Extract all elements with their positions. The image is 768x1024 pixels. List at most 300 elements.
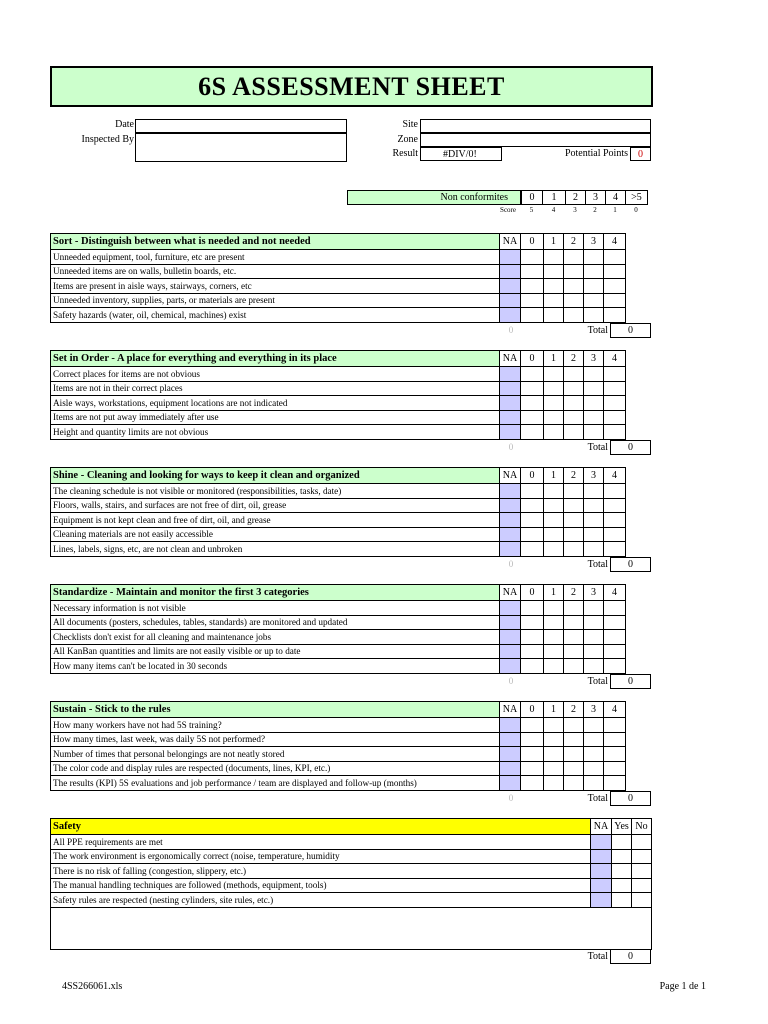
section-table <box>50 233 626 323</box>
score-cell[interactable] <box>584 396 604 411</box>
column-header: NA <box>500 351 521 367</box>
result-label: Result <box>392 148 418 159</box>
table-row <box>51 513 626 528</box>
na-checkbox-cell[interactable] <box>500 776 521 791</box>
section-title: Standardize - Maintain and monitor the first 3 categories <box>51 585 500 601</box>
legend-score-value: 2 <box>593 206 597 214</box>
legend-score-value: 5 <box>529 206 534 214</box>
criterion-text: All documents (posters, schedules, tables, standards) are monitored and updated <box>51 615 500 630</box>
column-header: 3 <box>584 585 604 601</box>
footer-page-number: Page 1 de 1 <box>659 981 706 992</box>
score-cell[interactable] <box>604 630 626 645</box>
na-checkbox-cell[interactable] <box>500 644 521 659</box>
page-title: 6S ASSESSMENT SHEET <box>50 66 653 107</box>
score-cell[interactable] <box>521 776 544 791</box>
score-cell[interactable] <box>564 644 584 659</box>
safety-criterion-text: The manual handling techniques are followed (methods, equipment, tools) <box>51 878 591 893</box>
criterion-text: Items are present in aisle ways, stairways, corners, etc <box>51 279 500 294</box>
column-header: 4 <box>604 351 626 367</box>
table-row <box>51 849 652 864</box>
score-cell[interactable] <box>584 542 604 557</box>
score-cell[interactable] <box>564 659 584 674</box>
na-checkbox-cell[interactable] <box>500 747 521 762</box>
column-header: NA <box>500 702 521 718</box>
score-cell[interactable] <box>604 410 626 425</box>
na-checkbox-cell[interactable] <box>591 864 612 879</box>
criterion-text: Lines, labels, signs, etc, are not clean and unbroken <box>51 542 500 557</box>
score-cell[interactable] <box>604 776 626 791</box>
score-cell[interactable] <box>564 718 584 733</box>
score-cell[interactable] <box>544 396 564 411</box>
criterion-text: Necessary information is not visible <box>51 601 500 616</box>
criterion-text: How many items can't be located in 30 seconds <box>51 659 500 674</box>
na-checkbox-cell[interactable] <box>591 893 612 908</box>
score-cell[interactable] <box>584 484 604 499</box>
legend-level-cell: 3 <box>585 190 606 205</box>
score-cell[interactable] <box>604 279 626 294</box>
score-cell[interactable] <box>564 615 584 630</box>
na-checkbox-cell[interactable] <box>500 308 521 323</box>
legend-level-cell: 0 <box>521 190 543 205</box>
score-cell[interactable] <box>564 279 584 294</box>
na-checkbox-cell[interactable] <box>500 396 521 411</box>
score-cell[interactable] <box>521 381 544 396</box>
criterion-text: Correct places for items are not obvious <box>51 367 500 382</box>
score-cell[interactable] <box>521 513 544 528</box>
column-header: 4 <box>604 234 626 250</box>
score-cell[interactable] <box>564 425 584 440</box>
score-cell[interactable] <box>521 659 544 674</box>
criterion-text: The results (KPI) 5S evaluations and job performance / team are displayed and follow-up (months) <box>51 776 500 791</box>
column-header: 1 <box>544 585 564 601</box>
score-cell[interactable] <box>564 410 584 425</box>
na-checkbox-cell[interactable] <box>500 425 521 440</box>
na-checkbox-cell[interactable] <box>500 279 521 294</box>
score-cell[interactable] <box>521 630 544 645</box>
column-header: 0 <box>521 468 544 484</box>
score-cell[interactable] <box>604 761 626 776</box>
score-cell[interactable] <box>544 410 564 425</box>
legend-level-cell: >5 <box>625 190 648 205</box>
column-header: 3 <box>584 468 604 484</box>
score-cell[interactable] <box>544 498 564 513</box>
date-label: Date <box>115 119 134 130</box>
site-field[interactable] <box>420 119 651 133</box>
score-cell[interactable] <box>521 732 544 747</box>
section-total: 0 <box>610 440 651 455</box>
safety-table <box>50 818 652 908</box>
score-cell[interactable] <box>544 718 564 733</box>
criterion-text: Checklists don't exist for all cleaning and maintenance jobs <box>51 630 500 645</box>
table-row <box>51 761 626 776</box>
score-cell[interactable] <box>584 425 604 440</box>
legend-score-value: 3 <box>573 206 577 214</box>
criterion-text: Aisle ways, workstations, equipment locations are not indicated <box>51 396 500 411</box>
score-cell[interactable] <box>544 601 564 616</box>
section-title: Sustain - Stick to the rules <box>51 702 500 718</box>
score-cell[interactable] <box>564 776 584 791</box>
comments-box[interactable] <box>50 907 652 950</box>
yes-no-cell[interactable] <box>612 893 632 908</box>
score-cell[interactable] <box>544 308 564 323</box>
safety-criterion-text: The work environment is ergonomically correct (noise, temperature, humidity <box>51 849 591 864</box>
yes-no-cell[interactable] <box>632 864 652 879</box>
column-header: 3 <box>584 234 604 250</box>
score-cell[interactable] <box>584 279 604 294</box>
score-cell[interactable] <box>604 396 626 411</box>
score-cell[interactable] <box>544 747 564 762</box>
section-table <box>50 584 626 674</box>
score-cell[interactable] <box>604 425 626 440</box>
score-cell[interactable] <box>544 615 564 630</box>
section-title: Sort - Distinguish between what is needed and not needed <box>51 234 500 250</box>
na-checkbox-cell[interactable] <box>500 367 521 382</box>
score-cell[interactable] <box>544 761 564 776</box>
score-cell[interactable] <box>544 293 564 308</box>
score-cell[interactable] <box>604 513 626 528</box>
na-checkbox-cell[interactable] <box>500 615 521 630</box>
column-header: 0 <box>521 702 544 718</box>
section-total: 0 <box>610 674 651 689</box>
score-cell[interactable] <box>521 484 544 499</box>
na-checkbox-cell[interactable] <box>500 601 521 616</box>
score-cell[interactable] <box>584 527 604 542</box>
score-cell[interactable] <box>604 250 626 265</box>
score-cell[interactable] <box>564 513 584 528</box>
na-checkbox-cell[interactable] <box>500 761 521 776</box>
score-cell[interactable] <box>564 630 584 645</box>
yes-no-cell[interactable] <box>612 864 632 879</box>
total-label: Total <box>587 324 608 336</box>
score-cell[interactable] <box>564 747 584 762</box>
score-cell[interactable] <box>544 425 564 440</box>
table-row <box>51 542 626 557</box>
na-checkbox-cell[interactable] <box>500 381 521 396</box>
score-cell[interactable] <box>521 644 544 659</box>
criterion-text: Floors, walls, stairs, and surfaces are not free of dirt, oil, grease <box>51 498 500 513</box>
section-title: Shine - Cleaning and looking for ways to keep it clean and organized <box>51 468 500 484</box>
safety-criterion-text: All PPE requirements are met <box>51 835 591 850</box>
potential-points-value: 0 <box>630 147 651 161</box>
criterion-text: Unneeded equipment, tool, furniture, etc are present <box>51 250 500 265</box>
na-count: 0 <box>508 675 514 686</box>
safety-title: Safety <box>51 819 591 835</box>
score-cell[interactable] <box>604 293 626 308</box>
table-row <box>51 864 652 879</box>
safety-column-header: No <box>632 819 652 835</box>
yes-no-cell[interactable] <box>632 893 652 908</box>
score-cell[interactable] <box>564 293 584 308</box>
criterion-text: Safety hazards (water, oil, chemical, machines) exist <box>51 308 500 323</box>
score-cell[interactable] <box>584 732 604 747</box>
zone-field[interactable] <box>420 133 651 147</box>
na-checkbox-cell[interactable] <box>500 484 521 499</box>
site-label: Site <box>402 119 418 130</box>
score-cell[interactable] <box>584 761 604 776</box>
score-cell[interactable] <box>564 761 584 776</box>
safety-column-header: NA <box>591 819 612 835</box>
score-cell[interactable] <box>564 250 584 265</box>
safety-column-header: Yes <box>612 819 632 835</box>
legend-level-cell: 1 <box>542 190 566 205</box>
table-row <box>51 776 626 791</box>
zone-label: Zone <box>397 134 418 145</box>
score-cell[interactable] <box>584 293 604 308</box>
column-header: 4 <box>604 468 626 484</box>
criterion-text: Height and quantity limits are not obvious <box>51 425 500 440</box>
score-cell[interactable] <box>604 732 626 747</box>
score-cell[interactable] <box>584 308 604 323</box>
inspected-by-field[interactable] <box>135 133 347 162</box>
score-cell[interactable] <box>544 527 564 542</box>
column-header: 4 <box>604 585 626 601</box>
score-cell[interactable] <box>564 527 584 542</box>
score-cell[interactable] <box>544 279 564 294</box>
total-label: Total <box>587 675 608 687</box>
column-header: 2 <box>564 702 584 718</box>
na-checkbox-cell[interactable] <box>500 542 521 557</box>
score-cell[interactable] <box>604 527 626 542</box>
score-cell[interactable] <box>521 615 544 630</box>
score-cell[interactable] <box>584 747 604 762</box>
na-checkbox-cell[interactable] <box>500 513 521 528</box>
score-cell[interactable] <box>521 761 544 776</box>
score-cell[interactable] <box>584 644 604 659</box>
section-total: 0 <box>610 791 651 806</box>
score-cell[interactable] <box>584 250 604 265</box>
score-cell[interactable] <box>564 264 584 279</box>
score-cell[interactable] <box>564 484 584 499</box>
score-cell[interactable] <box>564 542 584 557</box>
total-label: Total <box>587 792 608 804</box>
yes-no-cell[interactable] <box>632 849 652 864</box>
score-cell[interactable] <box>604 484 626 499</box>
na-checkbox-cell[interactable] <box>500 293 521 308</box>
score-cell[interactable] <box>521 264 544 279</box>
na-checkbox-cell[interactable] <box>500 250 521 265</box>
score-cell[interactable] <box>521 527 544 542</box>
criterion-text: Unneeded items are on walls, bulletin boards, etc. <box>51 264 500 279</box>
column-header: NA <box>500 585 521 601</box>
score-cell[interactable] <box>584 630 604 645</box>
criterion-text: All KanBan quantities and limits are not easily visible or up to date <box>51 644 500 659</box>
table-row <box>51 396 626 411</box>
score-cell[interactable] <box>584 367 604 382</box>
score-cell[interactable] <box>544 381 564 396</box>
score-cell[interactable] <box>564 601 584 616</box>
table-row <box>51 747 626 762</box>
score-cell[interactable] <box>544 250 564 265</box>
yes-no-cell[interactable] <box>632 878 652 893</box>
criterion-text: The color code and display rules are respected (documents, lines, KPI, etc.) <box>51 761 500 776</box>
column-header: 4 <box>604 702 626 718</box>
score-cell[interactable] <box>584 615 604 630</box>
table-row <box>51 381 626 396</box>
score-cell[interactable] <box>584 513 604 528</box>
section-table <box>50 350 626 440</box>
result-value: #DIV/0! <box>420 147 502 161</box>
score-cell[interactable] <box>521 293 544 308</box>
na-count: 0 <box>508 324 514 335</box>
score-cell[interactable] <box>604 498 626 513</box>
na-checkbox-cell[interactable] <box>591 849 612 864</box>
score-cell[interactable] <box>584 498 604 513</box>
table-row <box>51 893 652 908</box>
table-row <box>51 410 626 425</box>
table-row <box>51 279 626 294</box>
legend-level-cell: 4 <box>605 190 626 205</box>
column-header: 2 <box>564 234 584 250</box>
table-row <box>51 878 652 893</box>
score-cell[interactable] <box>604 747 626 762</box>
score-cell[interactable] <box>544 732 564 747</box>
score-cell[interactable] <box>604 264 626 279</box>
section-total: 0 <box>610 323 651 338</box>
score-cell[interactable] <box>521 498 544 513</box>
na-count: 0 <box>508 441 514 452</box>
score-cell[interactable] <box>521 367 544 382</box>
column-header: 2 <box>564 351 584 367</box>
score-cell[interactable] <box>604 659 626 674</box>
table-row <box>51 498 626 513</box>
total-label: Total <box>587 441 608 453</box>
column-header: 0 <box>521 351 544 367</box>
na-checkbox-cell[interactable] <box>500 498 521 513</box>
legend-score-value: 4 <box>551 206 556 214</box>
criterion-text: Items are not in their correct places <box>51 381 500 396</box>
table-row <box>51 601 626 616</box>
na-checkbox-cell[interactable] <box>500 630 521 645</box>
safety-criterion-text: There is no risk of falling (congestion, slippery, etc.) <box>51 864 591 879</box>
score-cell[interactable] <box>521 308 544 323</box>
criterion-text: Equipment is not kept clean and free of dirt, oil, and grease <box>51 513 500 528</box>
safety-total: 0 <box>610 949 651 964</box>
column-header: 1 <box>544 468 564 484</box>
na-checkbox-cell[interactable] <box>500 527 521 542</box>
legend-level-cell: 2 <box>565 190 586 205</box>
inspected-by-label: Inspected By <box>81 134 134 145</box>
score-cell[interactable] <box>564 367 584 382</box>
score-cell[interactable] <box>564 732 584 747</box>
yes-no-cell[interactable] <box>632 835 652 850</box>
column-header: 1 <box>544 351 564 367</box>
score-cell[interactable] <box>584 776 604 791</box>
score-cell[interactable] <box>544 484 564 499</box>
score-cell[interactable] <box>521 718 544 733</box>
yes-no-cell[interactable] <box>612 849 632 864</box>
table-row <box>51 835 652 850</box>
score-cell[interactable] <box>604 308 626 323</box>
score-cell[interactable] <box>521 410 544 425</box>
table-row <box>51 615 626 630</box>
criterion-text: How many workers have not had 5S training? <box>51 718 500 733</box>
na-checkbox-cell[interactable] <box>500 264 521 279</box>
score-cell[interactable] <box>544 659 564 674</box>
criterion-text: Unneeded inventory, supplies, parts, or materials are present <box>51 293 500 308</box>
potential-points-label: Potential Points <box>564 148 628 159</box>
score-cell[interactable] <box>584 601 604 616</box>
score-cell[interactable] <box>564 381 584 396</box>
yes-no-cell[interactable] <box>612 878 632 893</box>
na-checkbox-cell[interactable] <box>500 732 521 747</box>
score-cell[interactable] <box>584 410 604 425</box>
footer-filename: 4SS266061.xls <box>62 981 123 992</box>
score-cell[interactable] <box>604 615 626 630</box>
na-count: 0 <box>508 792 514 803</box>
table-row <box>51 425 626 440</box>
na-checkbox-cell[interactable] <box>591 835 612 850</box>
table-row <box>51 718 626 733</box>
criterion-text: Cleaning materials are not easily accessible <box>51 527 500 542</box>
table-row <box>51 527 626 542</box>
score-cell[interactable] <box>564 308 584 323</box>
table-row <box>51 264 626 279</box>
score-cell[interactable] <box>521 396 544 411</box>
na-checkbox-cell[interactable] <box>500 410 521 425</box>
score-cell[interactable] <box>544 630 564 645</box>
column-header: 1 <box>544 234 564 250</box>
table-row <box>51 644 626 659</box>
score-cell[interactable] <box>584 718 604 733</box>
safety-criterion-text: Safety rules are respected (nesting cylinders, site rules, etc.) <box>51 893 591 908</box>
na-count: 0 <box>508 558 514 569</box>
score-cell[interactable] <box>521 425 544 440</box>
score-cell[interactable] <box>544 513 564 528</box>
score-cell[interactable] <box>604 367 626 382</box>
column-header: 2 <box>564 585 584 601</box>
score-cell[interactable] <box>544 776 564 791</box>
column-header: NA <box>500 234 521 250</box>
legend-score-label: Score <box>500 206 516 214</box>
score-cell[interactable] <box>564 396 584 411</box>
score-cell[interactable] <box>521 542 544 557</box>
score-cell[interactable] <box>521 601 544 616</box>
score-cell[interactable] <box>521 250 544 265</box>
score-cell[interactable] <box>604 381 626 396</box>
table-row <box>51 293 626 308</box>
score-cell[interactable] <box>584 659 604 674</box>
table-row <box>51 630 626 645</box>
score-cell[interactable] <box>521 747 544 762</box>
score-cell[interactable] <box>544 542 564 557</box>
legend-score-value: 1 <box>613 206 617 214</box>
score-cell[interactable] <box>604 542 626 557</box>
score-legend <box>500 190 651 218</box>
score-cell[interactable] <box>604 644 626 659</box>
column-header: NA <box>500 468 521 484</box>
date-field[interactable] <box>135 119 347 133</box>
table-row <box>51 659 626 674</box>
score-cell[interactable] <box>604 601 626 616</box>
score-cell[interactable] <box>604 718 626 733</box>
score-cell[interactable] <box>584 381 604 396</box>
na-checkbox-cell[interactable] <box>591 878 612 893</box>
score-cell[interactable] <box>521 279 544 294</box>
score-cell[interactable] <box>564 498 584 513</box>
yes-no-cell[interactable] <box>612 835 632 850</box>
score-cell[interactable] <box>584 264 604 279</box>
column-header: 0 <box>521 585 544 601</box>
score-cell[interactable] <box>544 367 564 382</box>
table-row <box>51 732 626 747</box>
criterion-text: The cleaning schedule is not visible or monitored (responsibilities, tasks, date) <box>51 484 500 499</box>
score-cell[interactable] <box>544 264 564 279</box>
na-checkbox-cell[interactable] <box>500 659 521 674</box>
score-cell[interactable] <box>544 644 564 659</box>
na-checkbox-cell[interactable] <box>500 718 521 733</box>
criterion-text: Items are not put away immediately after use <box>51 410 500 425</box>
criterion-text: How many times, last week, was daily 5S not performed? <box>51 732 500 747</box>
